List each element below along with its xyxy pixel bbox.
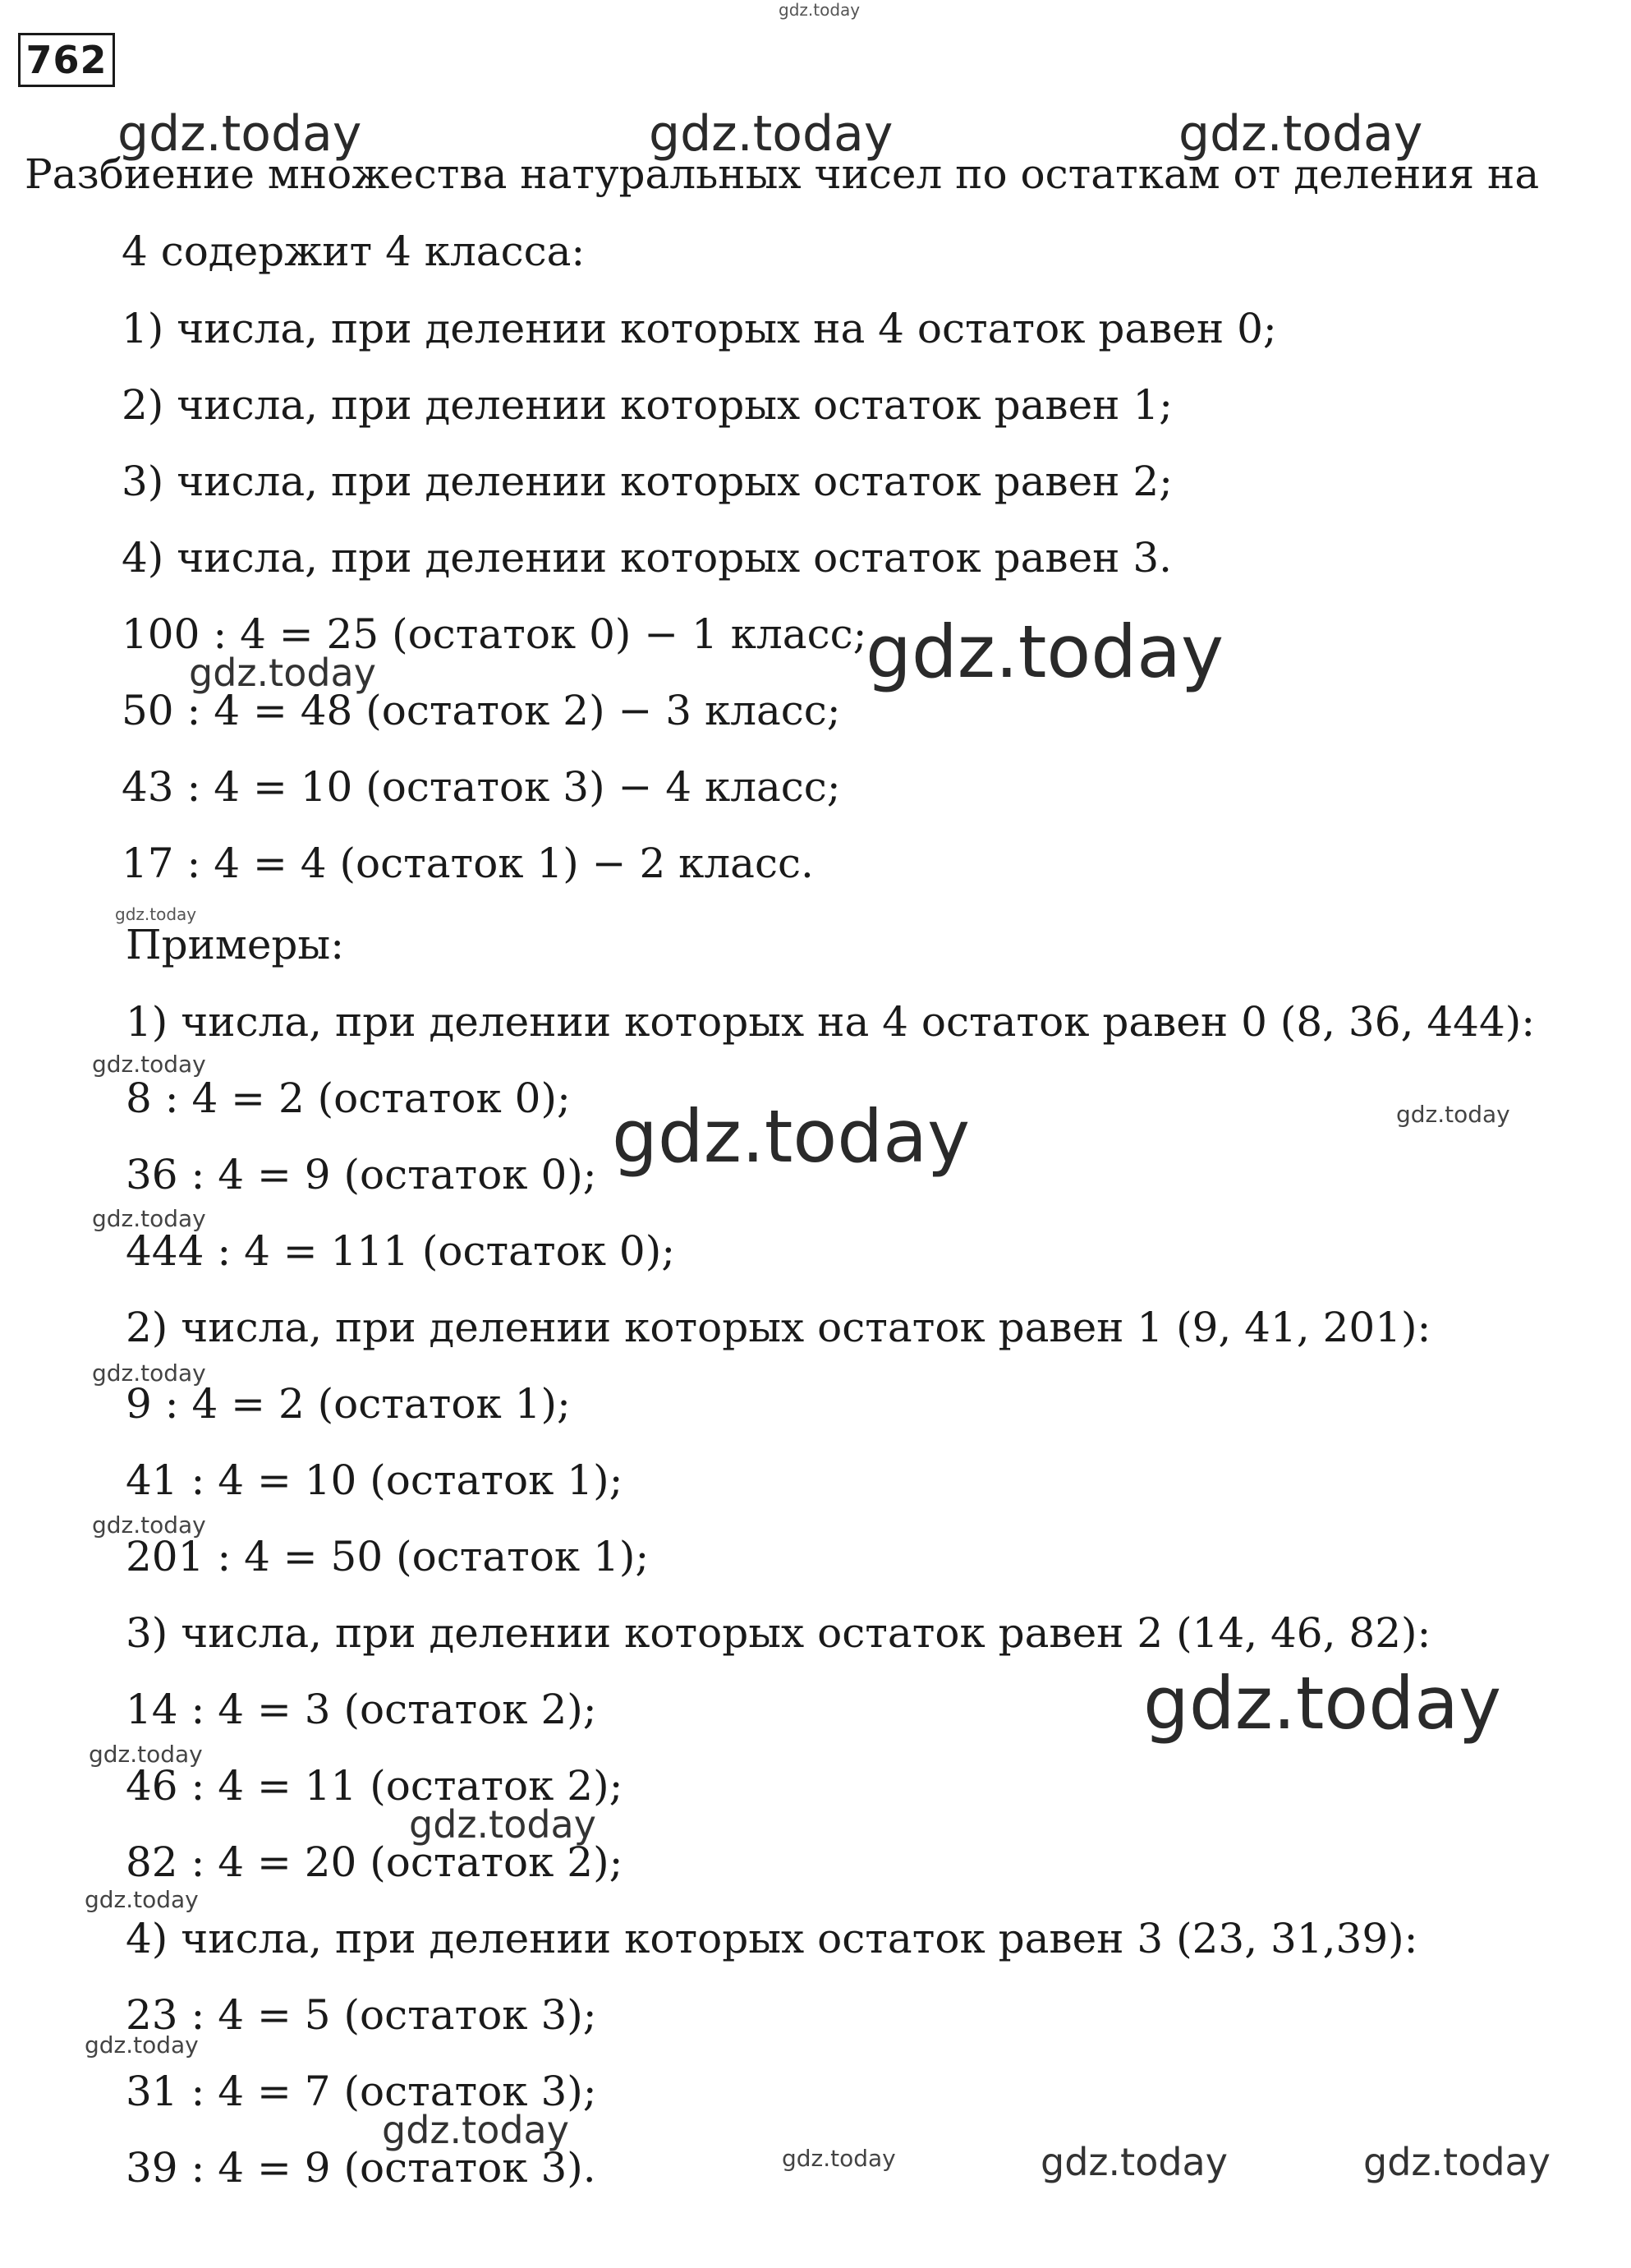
intro-line: Разбиение множества натуральных чисел по остаткам от деления на	[25, 150, 1540, 198]
example-line: 31 : 4 = 7 (остаток 3);	[126, 2068, 597, 2115]
intro-line: 4 содержит 4 класса:	[122, 228, 586, 275]
watermark: gdz.today	[89, 1741, 203, 1768]
example-line: 82 : 4 = 20 (остаток 2);	[126, 1838, 623, 1886]
example-line: 201 : 4 = 50 (остаток 1);	[126, 1533, 650, 1580]
classification-line: 100 : 4 = 25 (остаток 0) − 1 класс;	[122, 610, 867, 658]
watermark: gdz.today	[1178, 105, 1423, 163]
watermark: gdz.today	[866, 610, 1224, 694]
class-line: 2) числа, при делении которых остаток равен 1;	[122, 381, 1174, 429]
example-line: 8 : 4 = 2 (остаток 0);	[126, 1074, 571, 1122]
watermark: gdz.today	[189, 651, 376, 695]
watermark: gdz.today	[85, 1886, 199, 1913]
watermark: gdz.today	[779, 0, 861, 20]
example-line: 41 : 4 = 10 (остаток 1);	[126, 1456, 623, 1504]
classification-line: 17 : 4 = 4 (остаток 1) − 2 класс.	[122, 840, 814, 887]
watermark: gdz.today	[115, 904, 197, 924]
watermark: gdz.today	[409, 1802, 596, 1847]
watermark: gdz.today	[649, 105, 894, 163]
watermark: gdz.today	[1363, 2140, 1551, 2184]
watermark: gdz.today	[382, 2108, 569, 2152]
watermark: gdz.today	[92, 1359, 206, 1387]
watermark: gdz.today	[92, 1205, 206, 1232]
class-line: 4) числа, при делении которых остаток равен 3.	[122, 534, 1173, 582]
examples-title: Примеры:	[126, 921, 345, 968]
watermark: gdz.today	[92, 1051, 206, 1078]
problem-number: 762	[18, 33, 115, 87]
example-heading: 1) числа, при делении которых на 4 остаток равен 0 (8, 36, 444):	[126, 998, 1536, 1046]
example-heading: 3) числа, при делении которых остаток равен 2 (14, 46, 82):	[126, 1609, 1431, 1657]
class-line: 1) числа, при делении которых на 4 остаток равен 0;	[122, 305, 1277, 352]
classification-line: 50 : 4 = 48 (остаток 2) − 3 класс;	[122, 687, 841, 734]
example-line: 36 : 4 = 9 (остаток 0);	[126, 1151, 597, 1198]
watermark: gdz.today	[92, 1511, 206, 1539]
example-heading: 4) числа, при делении которых остаток равен 3 (23, 31,39):	[126, 1915, 1418, 1962]
watermark: gdz.today	[782, 2145, 896, 2172]
example-line: 9 : 4 = 2 (остаток 1);	[126, 1380, 571, 1428]
example-line: 444 : 4 = 111 (остаток 0);	[126, 1227, 676, 1275]
class-line: 3) числа, при делении которых остаток равен 2;	[122, 458, 1174, 505]
watermark: gdz.today	[117, 105, 362, 163]
watermark: gdz.today	[1143, 1661, 1502, 1746]
example-line: 23 : 4 = 5 (остаток 3);	[126, 1991, 597, 2039]
classification-line: 43 : 4 = 10 (остаток 3) − 4 класс;	[122, 763, 841, 811]
watermark: gdz.today	[612, 1094, 971, 1179]
watermark: gdz.today	[1041, 2140, 1228, 2184]
example-heading: 2) числа, при делении которых остаток равен 1 (9, 41, 201):	[126, 1304, 1431, 1351]
watermark: gdz.today	[1396, 1101, 1510, 1128]
example-line: 14 : 4 = 3 (остаток 2);	[126, 1686, 597, 1733]
watermark: gdz.today	[85, 2031, 199, 2059]
example-line: 39 : 4 = 9 (остаток 3).	[126, 2144, 596, 2192]
example-line: 46 : 4 = 11 (остаток 2);	[126, 1762, 623, 1810]
